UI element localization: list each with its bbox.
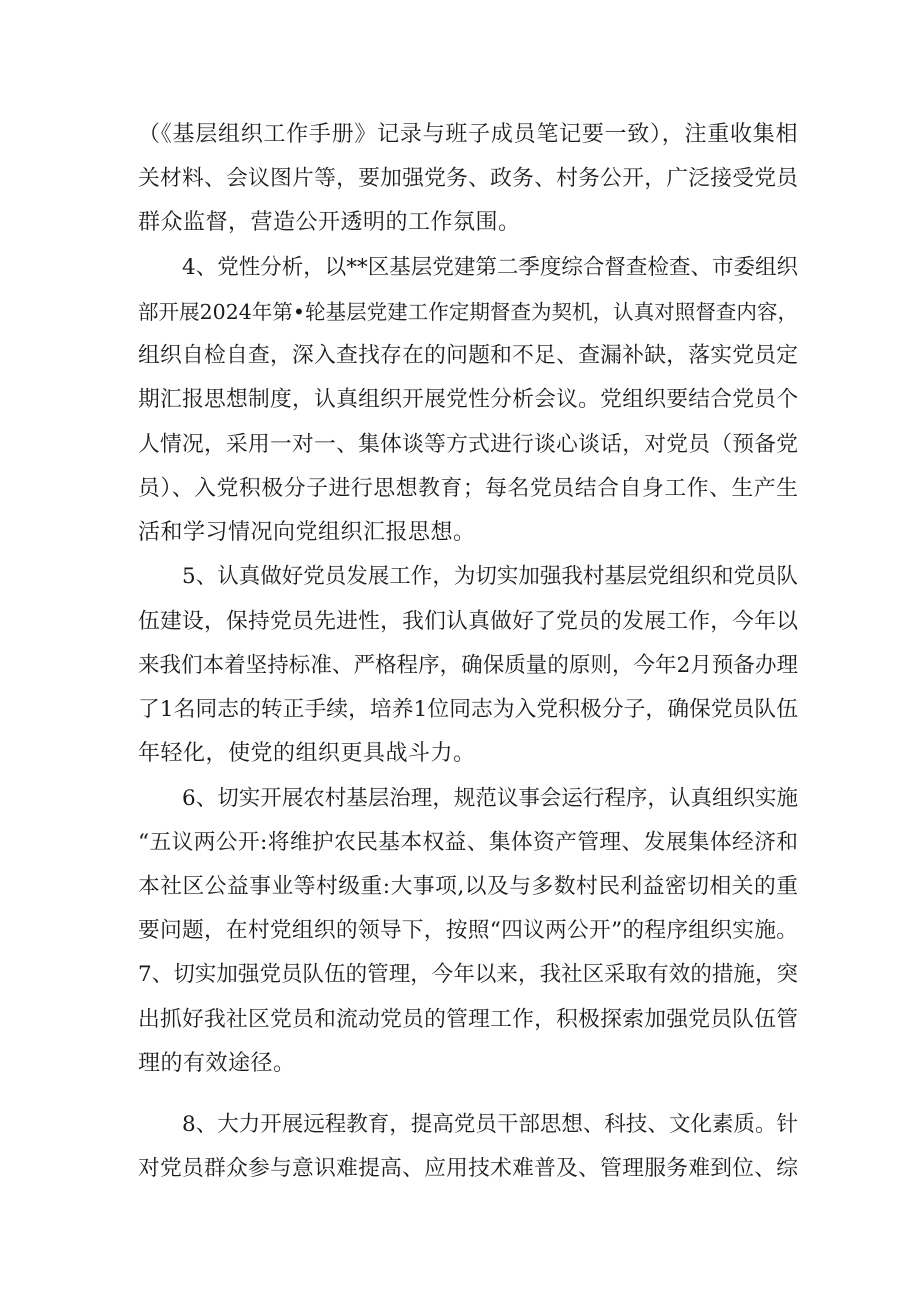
text-line: 关材料、会议图片等，要加强党务、政务、村务公开，广泛接受党员	[138, 166, 798, 191]
text-line: 员）、入党积极分子进行思想教育；每名党员结合自身工作、生产生	[138, 476, 798, 501]
text-line: “五议两公开:将维护农民基本权益、集体资产管理、发展集体经济和	[138, 830, 798, 855]
text-line: 部开展2024年第•轮基层党建工作定期督查为契机，认真对照督查内容，	[138, 300, 798, 324]
text-line: 人情况，采用一对一、集体谈等方式进行谈心谈话，对党员（预备党	[138, 432, 798, 457]
text-line: 组织自检自查，深入查找存在的问题和不足、查漏补缺，落实党员定	[138, 343, 798, 368]
text-line: 伍建设，保持党员先进性，我们认真做好了党员的发展工作，今年以	[138, 609, 798, 634]
text-line: 出抓好我社区党员和流动党员的管理工作，积极探索加强党员队伍管	[138, 1007, 798, 1032]
text-line: （《基层组织工作手册》记录与班子成员笔记要一致），注重收集相	[138, 122, 798, 147]
text-line: 5、认真做好党员发展工作，为切实加强我村基层党组织和党员队	[182, 564, 798, 589]
text-line: 对党员群众参与意识难提高、应用技术难普及、管理服务难到位、综	[138, 1156, 798, 1181]
text-line: 要问题，在村党组织的领导下，按照“四议两公开”的程序组织实施。	[138, 918, 798, 943]
text-line: 6、切实开展农村基层治理，规范议事会运行程序，认真组织实施	[182, 786, 798, 811]
text-line: 群众监督，营造公开透明的工作氛围。	[138, 210, 521, 235]
text-line: 7、切实加强党员队伍的管理，今年以来，我社区采取有效的措施，突	[138, 962, 798, 987]
text-line: 4、党性分析，以**区基层党建第二季度综合督查检查、市委组织	[182, 255, 798, 280]
text-line: 了1名同志的转正手续，培养1位同志为入党积极分子，确保党员队伍	[138, 697, 798, 722]
text-line: 8、大力开展远程教育，提高党员干部思想、科技、文化素质。针	[182, 1112, 798, 1137]
text-line: 活和学习情况向党组织汇报思想。	[138, 520, 476, 545]
text-line: 本社区公益事业等村级重:大事项,以及与多数村民利益密切相关的重	[138, 874, 798, 899]
text-line: 来我们本着坚持标准、严格程序，确保质量的原则，今年2月预备办理	[138, 653, 798, 678]
text-line: 期汇报思想制度，认真组织开展党性分析会议。党组织要结合党员个	[138, 387, 798, 412]
text-line: 年轻化，使党的组织更具战斗力。	[138, 741, 476, 766]
text-line: 理的有效途径。	[138, 1051, 296, 1076]
